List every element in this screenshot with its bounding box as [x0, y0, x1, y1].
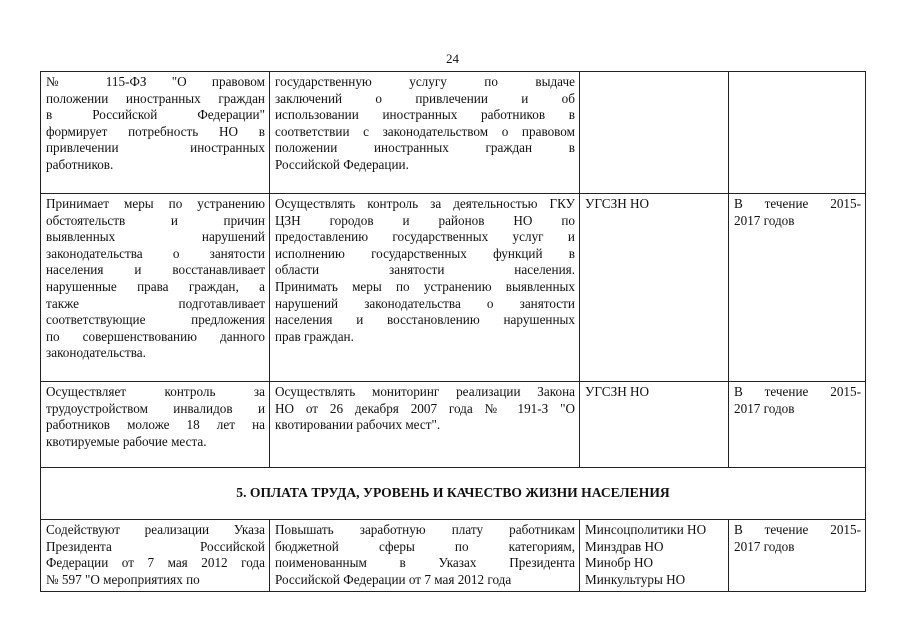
cell-line: обстоятельств и причин [46, 212, 265, 228]
cell-line: бюджетной сферы по категориям, [275, 538, 575, 554]
cell-line: Минздрав НО [585, 538, 664, 554]
term-cell [729, 382, 866, 468]
cell-line: № 115-ФЗ "О правовом [46, 74, 265, 89]
task-cell [270, 520, 580, 592]
executor-cell [580, 72, 729, 194]
cell-line: по совершенствованию данного [46, 328, 265, 344]
cell-line: трудоустройством инвалидов и [46, 400, 265, 416]
cell-line: исполнению государственных функций в [275, 245, 575, 261]
cell-line: работников. [46, 156, 114, 172]
cell-line: Принимать меры по устранению выявленных [275, 278, 575, 294]
cell-line: Президента Российской [46, 538, 265, 554]
cell-line: Российской Федерации. [275, 156, 409, 172]
cell-line: населения и восстановлению нарушенных [275, 312, 575, 328]
cell-line: УГСЗН НО [585, 384, 650, 399]
executor-cell [580, 382, 729, 468]
term-cell [729, 194, 866, 382]
cell-line: положении иностранных граждан [46, 90, 265, 106]
cell-line: законодательства. [46, 345, 146, 361]
cell-line: Повышать заработную плату работникам [275, 522, 575, 537]
cell-line: формирует потребность НО в [46, 123, 265, 139]
cell-line: поименованным в Указах Президента [275, 555, 575, 571]
task-cell [270, 382, 580, 468]
page-number: 24 [446, 51, 459, 66]
term-cell [729, 72, 866, 194]
cell-line: положении иностранных граждан в [275, 140, 575, 156]
measures-table [40, 71, 866, 592]
cell-line: 2017 годов [734, 212, 795, 228]
task-cell [270, 72, 580, 194]
cell-line: прав граждан. [275, 328, 354, 344]
cell-line: В течение 2015- [734, 522, 861, 537]
cell-line: населения и восстанавливает [46, 262, 265, 278]
cell-line: работников моложе 18 лет на [46, 417, 265, 433]
cell-line: 2017 годов [734, 538, 795, 554]
cell-line: УГСЗН НО [585, 196, 650, 211]
cell-line: Российской Федерации от 7 мая 2012 года [275, 571, 512, 587]
cell-line: в Российской Федерации" [46, 107, 265, 123]
executor-cell [580, 194, 729, 382]
cell-line: Содействуют реализации Указа [46, 522, 265, 537]
cell-line: привлечении иностранных [46, 140, 265, 156]
task-cell [270, 194, 580, 382]
cell-line: ЦЗН городов и районов НО по [275, 212, 575, 228]
cell-line: В течение 2015- [734, 384, 861, 399]
executor-cell [580, 520, 729, 592]
action-cell [41, 72, 270, 194]
cell-line: также подготавливает [46, 295, 265, 311]
cell-line: Минкультуры НО [585, 571, 686, 587]
cell-line: выявленных нарушений [46, 229, 265, 245]
cell-line: Принимает меры по устранению [46, 196, 265, 211]
action-cell [41, 194, 270, 382]
table-row [41, 72, 866, 194]
cell-line: нарушений законодательства о занятости [275, 295, 575, 311]
cell-line: В течение 2015- [734, 196, 861, 211]
cell-line: соответствующие предложения [46, 312, 265, 328]
cell-line: НО от 26 декабря 2007 года № 191-З "О [275, 400, 575, 416]
cell-line: квотируемые рабочие места. [46, 433, 207, 449]
table-row [41, 194, 866, 382]
cell-line: 2017 годов [734, 400, 795, 416]
cell-line: Осуществлять контроль за деятельностью ГКУ [275, 196, 575, 211]
action-cell [41, 382, 270, 468]
cell-line: законодательства о занятости [46, 245, 265, 261]
action-cell [41, 520, 270, 592]
cell-line: Минсоцполитики НО [585, 522, 707, 537]
cell-line: заключений о привлечении и об [275, 90, 575, 106]
cell-line: Федерации от 7 мая 2012 года [46, 555, 265, 571]
cell-line: Осуществляет контроль за [46, 384, 265, 399]
cell-line: соответствии с законодательством о правовом [275, 123, 575, 139]
term-cell [729, 520, 866, 592]
cell-line: Минобр НО [585, 555, 654, 571]
section-heading: 5. ОПЛАТА ТРУДА, УРОВЕНЬ И КАЧЕСТВО ЖИЗНИ НАСЕЛЕНИЯ [41, 468, 866, 520]
section-heading-row [41, 468, 866, 520]
cell-line: Осуществлять мониторинг реализации Закона [275, 384, 575, 399]
cell-line: квотировании рабочих мест". [275, 417, 441, 433]
cell-line: № 597 "О мероприятиях по [46, 571, 200, 587]
cell-line: использовании иностранных работников в [275, 107, 575, 123]
cell-line: предоставлению государственных услуг и [275, 229, 575, 245]
cell-line: нарушенные права граждан, а [46, 278, 265, 294]
cell-line: области занятости населения. [275, 262, 575, 278]
table-row [41, 520, 866, 592]
table-row [41, 382, 866, 468]
cell-line: государственную услугу по выдаче [275, 74, 575, 89]
